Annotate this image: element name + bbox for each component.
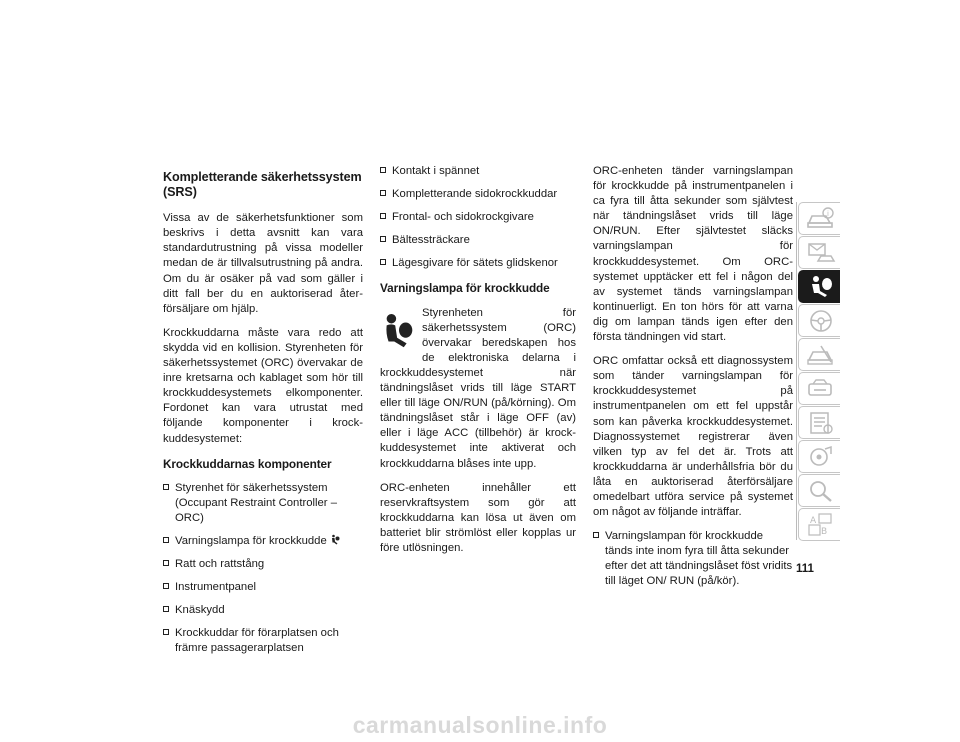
list-item: Ratt och rattstång — [163, 557, 363, 572]
list-item: Knäskydd — [163, 603, 363, 618]
paragraph-backup-power: ORC-enheten innehåller ett reservkraftsystem som gör att krockkuddarna kan lösa ut även om batteriet blir strömlöst eller kopplas ur före utlösningen. — [380, 481, 576, 554]
checkbox-bullet-icon — [163, 606, 169, 612]
tab-dashboard[interactable] — [798, 338, 840, 371]
car-dashboard-icon — [806, 342, 836, 368]
tab-car-info[interactable] — [798, 202, 840, 235]
tab-car-message[interactable] — [798, 236, 840, 269]
checkbox-bullet-icon — [380, 213, 386, 219]
checkbox-bullet-icon — [380, 190, 386, 196]
checkbox-bullet-icon — [163, 583, 169, 589]
section-heading-srs: Kompletterande säkerhetssystem (SRS) — [163, 170, 362, 200]
column-right — [593, 164, 793, 598]
checkbox-bullet-icon — [163, 629, 169, 635]
checkbox-bullet-icon — [380, 259, 386, 265]
airbag-warning-icon — [380, 310, 418, 354]
list-item: Lägesgivare för sätets glidskenor — [380, 256, 576, 271]
tab-languages[interactable] — [798, 508, 840, 541]
car-message-icon — [806, 240, 836, 266]
search-index-icon — [806, 478, 836, 504]
checkbox-bullet-icon — [380, 236, 386, 242]
checkbox-bullet-icon — [163, 537, 169, 543]
list-item: Instrumentpanel — [163, 580, 363, 595]
paragraph-diagnostics: ORC omfattar också ett diagnossystem som tänder varningslampan för krockkuddesystemet på instrumentpanelen om ett fel uppstår som kan påverka krockkuddesystemet. Diagnossystemet registrerar även vilken typ av fel det är. Trots att krockkuddarna är underhållsfria bör du låta en auktoriserad återförsäljare omedelbart utföra service på systemet om något av följande inträffar. — [593, 355, 793, 519]
multimedia-icon — [806, 444, 836, 470]
list-item: Frontal- och sidokrockgivare — [380, 210, 576, 225]
svg-text:B: B — [821, 527, 828, 537]
list-item: Kompletterande sidokrockkuddar — [380, 187, 576, 202]
paragraph-intro: Vissa av de säkerhetsfunktioner som beskrivs i detta avsnitt kan vara standardutrustning på vissa modeller medan de är tillvalsutrustning på andra. Om du är osäker på vad som gäller i ditt fall ber du en auktoriserad återförsäljare om hjälp. — [163, 212, 363, 315]
airbag-seat-icon — [806, 274, 836, 300]
checkbox-bullet-icon — [593, 532, 599, 538]
page-number: 111 — [796, 563, 814, 575]
watermark: carmanualsonline.info — [352, 712, 608, 738]
list-item: Varningslampan för krockkudde tänds inte inom fyra till åtta sekunder efter det att tändningslåset föst vridits till läget ON/ RUN (på/kör). — [593, 529, 793, 589]
airbag-warning-icon — [329, 534, 341, 546]
subheading-warning-lamp: Varningslampa för krockkudde — [380, 281, 550, 296]
tab-specifications[interactable] — [798, 406, 840, 439]
tab-safety[interactable] — [798, 270, 840, 303]
list-item: Bältessträckare — [380, 233, 576, 248]
subheading-components: Krockkuddarnas komponenter — [163, 456, 332, 471]
paragraph-orc: Krockkuddarna måste vara redo att skydda vid en kollision. Styrenheten för säkerhetssystemet (ORC) övervakar de inre kretsarna och kablaget som hör till krockkuddesystemets elkomponenter. Fordonet kan vara utrustat med följande komponenter i krockkuddesystemet: — [163, 326, 363, 445]
tab-search[interactable] — [798, 474, 840, 507]
paragraph-orc-monitoring: Styrenheten för säkerhetssystem (ORC) övervakar beredskapen hos de elektroniska delarna i krockkuddesystemet när tändningslåset vrids till läge START eller till läge ON/RUN (på/körning). Om tändningslåset står i läge OFF (av) eller i läge ACC (tillbehör) är krockkuddesystemet inte aktiverat och krockkuddarna blåses inte upp. — [380, 306, 576, 470]
list-item: Varningslampa för krockkudde — [163, 534, 363, 549]
car-info-icon — [806, 206, 836, 232]
list-item: Krockkuddar för förarplatsen och främre passagerarplatsen — [163, 626, 363, 656]
column-middle — [380, 164, 576, 565]
list-item: Kontakt i spännet — [380, 164, 576, 179]
tab-driving[interactable] — [798, 304, 840, 337]
specs-list-icon — [806, 410, 836, 436]
steering-wheel-icon — [806, 308, 836, 334]
tab-multimedia[interactable] — [798, 440, 840, 473]
component-list-continued — [380, 164, 576, 271]
checkbox-bullet-icon — [380, 167, 386, 173]
side-tab-rule — [796, 202, 797, 540]
component-list — [163, 481, 363, 657]
fault-list — [593, 529, 793, 589]
svg-text:A: A — [810, 516, 817, 526]
svg-text:i: i — [827, 210, 829, 218]
language-icon — [806, 512, 836, 538]
tab-service[interactable] — [798, 372, 840, 405]
list-item: Styrenhet för säkerhetssystem (Occupant Restraint Controller – ORC) — [163, 481, 363, 526]
checkbox-bullet-icon — [163, 560, 169, 566]
paragraph-self-test: ORC-enheten tänder varningslampan för krockkudde på instrumentpanelen i ca fyra till åtta sekunder som självtest när tändningslåset vrids till läge ON/RUN. Efter självtestet släcks varningslampan för krockkuddesystemet. Om ORC-systemet upptäcker ett fel i någon del av systemet tänds varningslampan kontinuerligt. En ton hörs för att varna dig om lampan tänds igen efter den första tändningen vid start. — [593, 165, 793, 344]
column-left — [163, 164, 363, 665]
checkbox-bullet-icon — [163, 484, 169, 490]
car-service-icon — [806, 376, 836, 402]
